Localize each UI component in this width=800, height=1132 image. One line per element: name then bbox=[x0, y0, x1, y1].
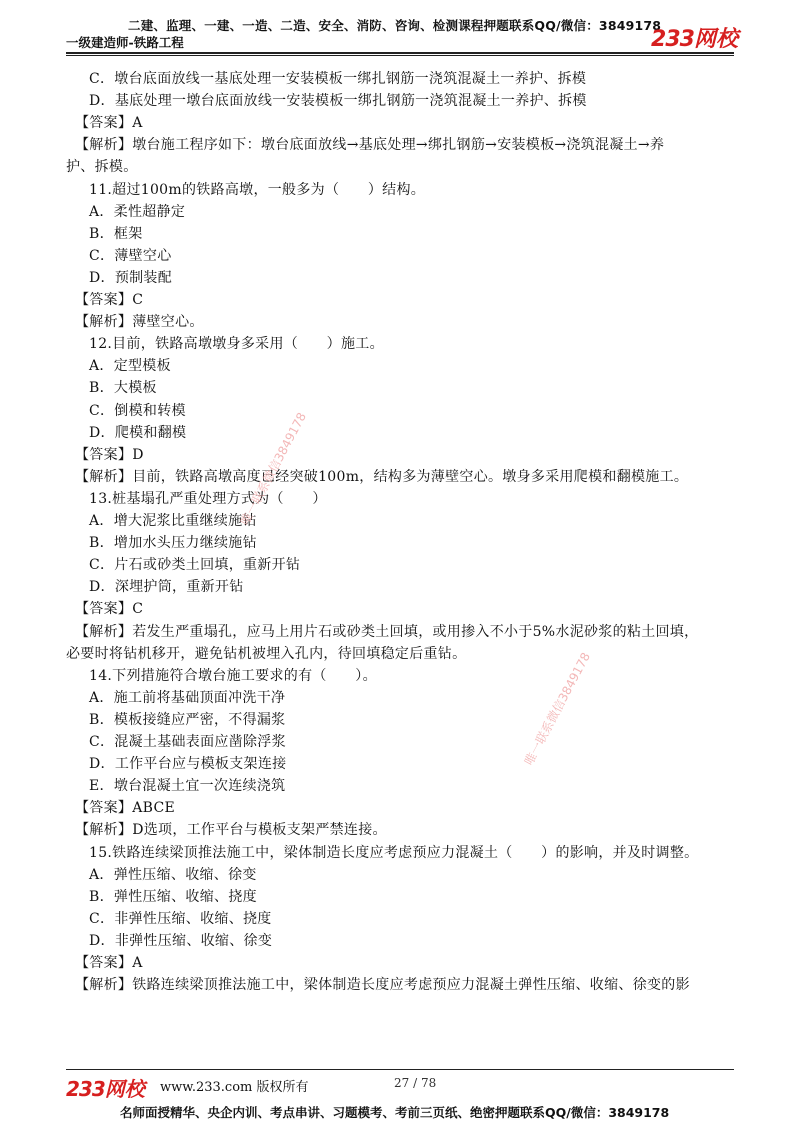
answer-option: A．柔性超静定 bbox=[89, 203, 186, 220]
footer-logo-text: 网校 bbox=[104, 1077, 145, 1101]
answer-option: C．墩台底面放线一基底处理一安装模板一绑扎钢筋一浇筑混凝土一养护、拆模 bbox=[89, 71, 587, 87]
answer-option: A．增大泥浆比重继续施钻 bbox=[89, 513, 257, 529]
answer-option: D．基底处理一墩台底面放线一安装模板一绑扎钢筋一浇筑混凝土一养护、拆模 bbox=[89, 93, 587, 110]
question-stem: 15.铁路连续梁顶推法施工中，梁体制造长度应考虑预应力混凝土（ ）的影响，并及时调整。 bbox=[89, 844, 699, 861]
answer-option: B．大模板 bbox=[89, 380, 157, 397]
question-stem: 13.桩基塌孔严重处理方式为（ ） bbox=[89, 490, 327, 507]
answer-option: B．框架 bbox=[89, 225, 143, 242]
footer-copyright: www.233.com 版权所有 bbox=[160, 1080, 309, 1095]
answer-option: C．薄壁空心 bbox=[89, 247, 172, 264]
analysis-line: 【解析】目前，铁路高墩高度已经突破100m，结构多为薄壁空心。墩身多采用爬模和翻模施工。 bbox=[75, 468, 689, 485]
header-logo bbox=[651, 22, 738, 53]
footer-logo-number: 233 bbox=[66, 1077, 105, 1101]
answer-option: C．片石或砂类土回填，重新开钻 bbox=[89, 557, 301, 574]
answer-line: 【答案】D bbox=[75, 446, 144, 463]
footer-logo bbox=[66, 1073, 145, 1102]
header-contact-line: 二建、监理、一建、一造、二造、安全、消防、咨询、检测课程押题联系QQ/微信：3849178 bbox=[128, 18, 662, 33]
answer-option: D．非弹性压缩、收缩、徐变 bbox=[89, 932, 273, 949]
footer-rule bbox=[66, 1069, 734, 1070]
answer-option: C．混凝土基础表面应凿除浮浆 bbox=[89, 734, 286, 750]
continuation-line: 必要时将钻机移开，避免钻机被埋入孔内，待回填稳定后重钻。 bbox=[66, 645, 467, 662]
header-rule-thin bbox=[66, 55, 734, 56]
answer-option: B．模板接缝应严密，不得漏浆 bbox=[89, 711, 286, 728]
answer-line: 【答案】C bbox=[75, 292, 144, 308]
answer-option: C．非弹性压缩、收缩、挠度 bbox=[89, 910, 272, 927]
answer-option: D．爬模和翻模 bbox=[89, 424, 187, 441]
answer-option: E．墩台混凝土宜一次连续浇筑 bbox=[89, 778, 286, 795]
footer-ad-line: 名师面授精华、央企内训、考点串讲、习题模考、考前三页纸、绝密押题联系QQ/微信：3849178 bbox=[120, 1105, 670, 1120]
answer-option: D．预制装配 bbox=[89, 269, 173, 286]
analysis-line: 【解析】薄壁空心。 bbox=[75, 314, 204, 331]
answer-option: A．弹性压缩、收缩、徐变 bbox=[89, 866, 257, 883]
answer-line: 【答案】C bbox=[75, 601, 144, 618]
analysis-line: 【解析】若发生严重塌孔，应马上用片石或砂类土回填，或用掺入不小于5%水泥砂浆的粘土回填， bbox=[75, 623, 699, 640]
answer-option: A．定型模板 bbox=[89, 358, 171, 375]
answer-line: 【答案】A bbox=[75, 115, 143, 132]
question-stem: 14.下列措施符合墩台施工要求的有（ ）。 bbox=[89, 667, 377, 684]
answer-option: A．施工前将基础顶面冲洗干净 bbox=[89, 689, 286, 706]
analysis-line: 【解析】D选项，工作平台与模板支架严禁连接。 bbox=[75, 822, 387, 839]
analysis-line: 【解析】铁路连续梁顶推法施工中，梁体制造长度应考虑预应力混凝土弹性压缩、收缩、徐变的影 bbox=[75, 977, 690, 994]
question-stem: 12.目前，铁路高墩墩身多采用（ ）施工。 bbox=[89, 336, 384, 353]
answer-option: D．深埋护筒，重新开钻 bbox=[89, 579, 244, 596]
watermark-stamp: 唯一联系微信3849178 bbox=[237, 410, 310, 528]
header-rule-thick bbox=[66, 52, 734, 54]
header-subject-title: 一级建造师-铁路工程 bbox=[66, 35, 184, 50]
answer-line: 【答案】A bbox=[75, 955, 143, 971]
question-stem: 11.超过100m的铁路高墩，一般多为（ ）结构。 bbox=[89, 181, 426, 198]
page-number: 27 / 78 bbox=[394, 1076, 437, 1090]
answer-line: 【答案】ABCE bbox=[75, 800, 175, 817]
answer-option: C．倒模和转模 bbox=[89, 402, 186, 419]
continuation-line: 护、拆模。 bbox=[66, 159, 138, 176]
answer-option: B．增加水头压力继续施钻 bbox=[89, 535, 257, 552]
header-logo-text: 网校 bbox=[693, 27, 738, 52]
analysis-line: 【解析】墩台施工程序如下：墩台底面放线→基底处理→绑扎钢筋→安装模板→浇筑混凝土→养 bbox=[75, 137, 665, 154]
answer-option: D．工作平台应与模板支架连接 bbox=[89, 756, 287, 773]
answer-option: B．弹性压缩、收缩、挠度 bbox=[89, 888, 257, 905]
header-logo-number: 233 bbox=[651, 27, 694, 52]
watermark-stamp: 唯一联系微信3849178 bbox=[521, 650, 594, 768]
